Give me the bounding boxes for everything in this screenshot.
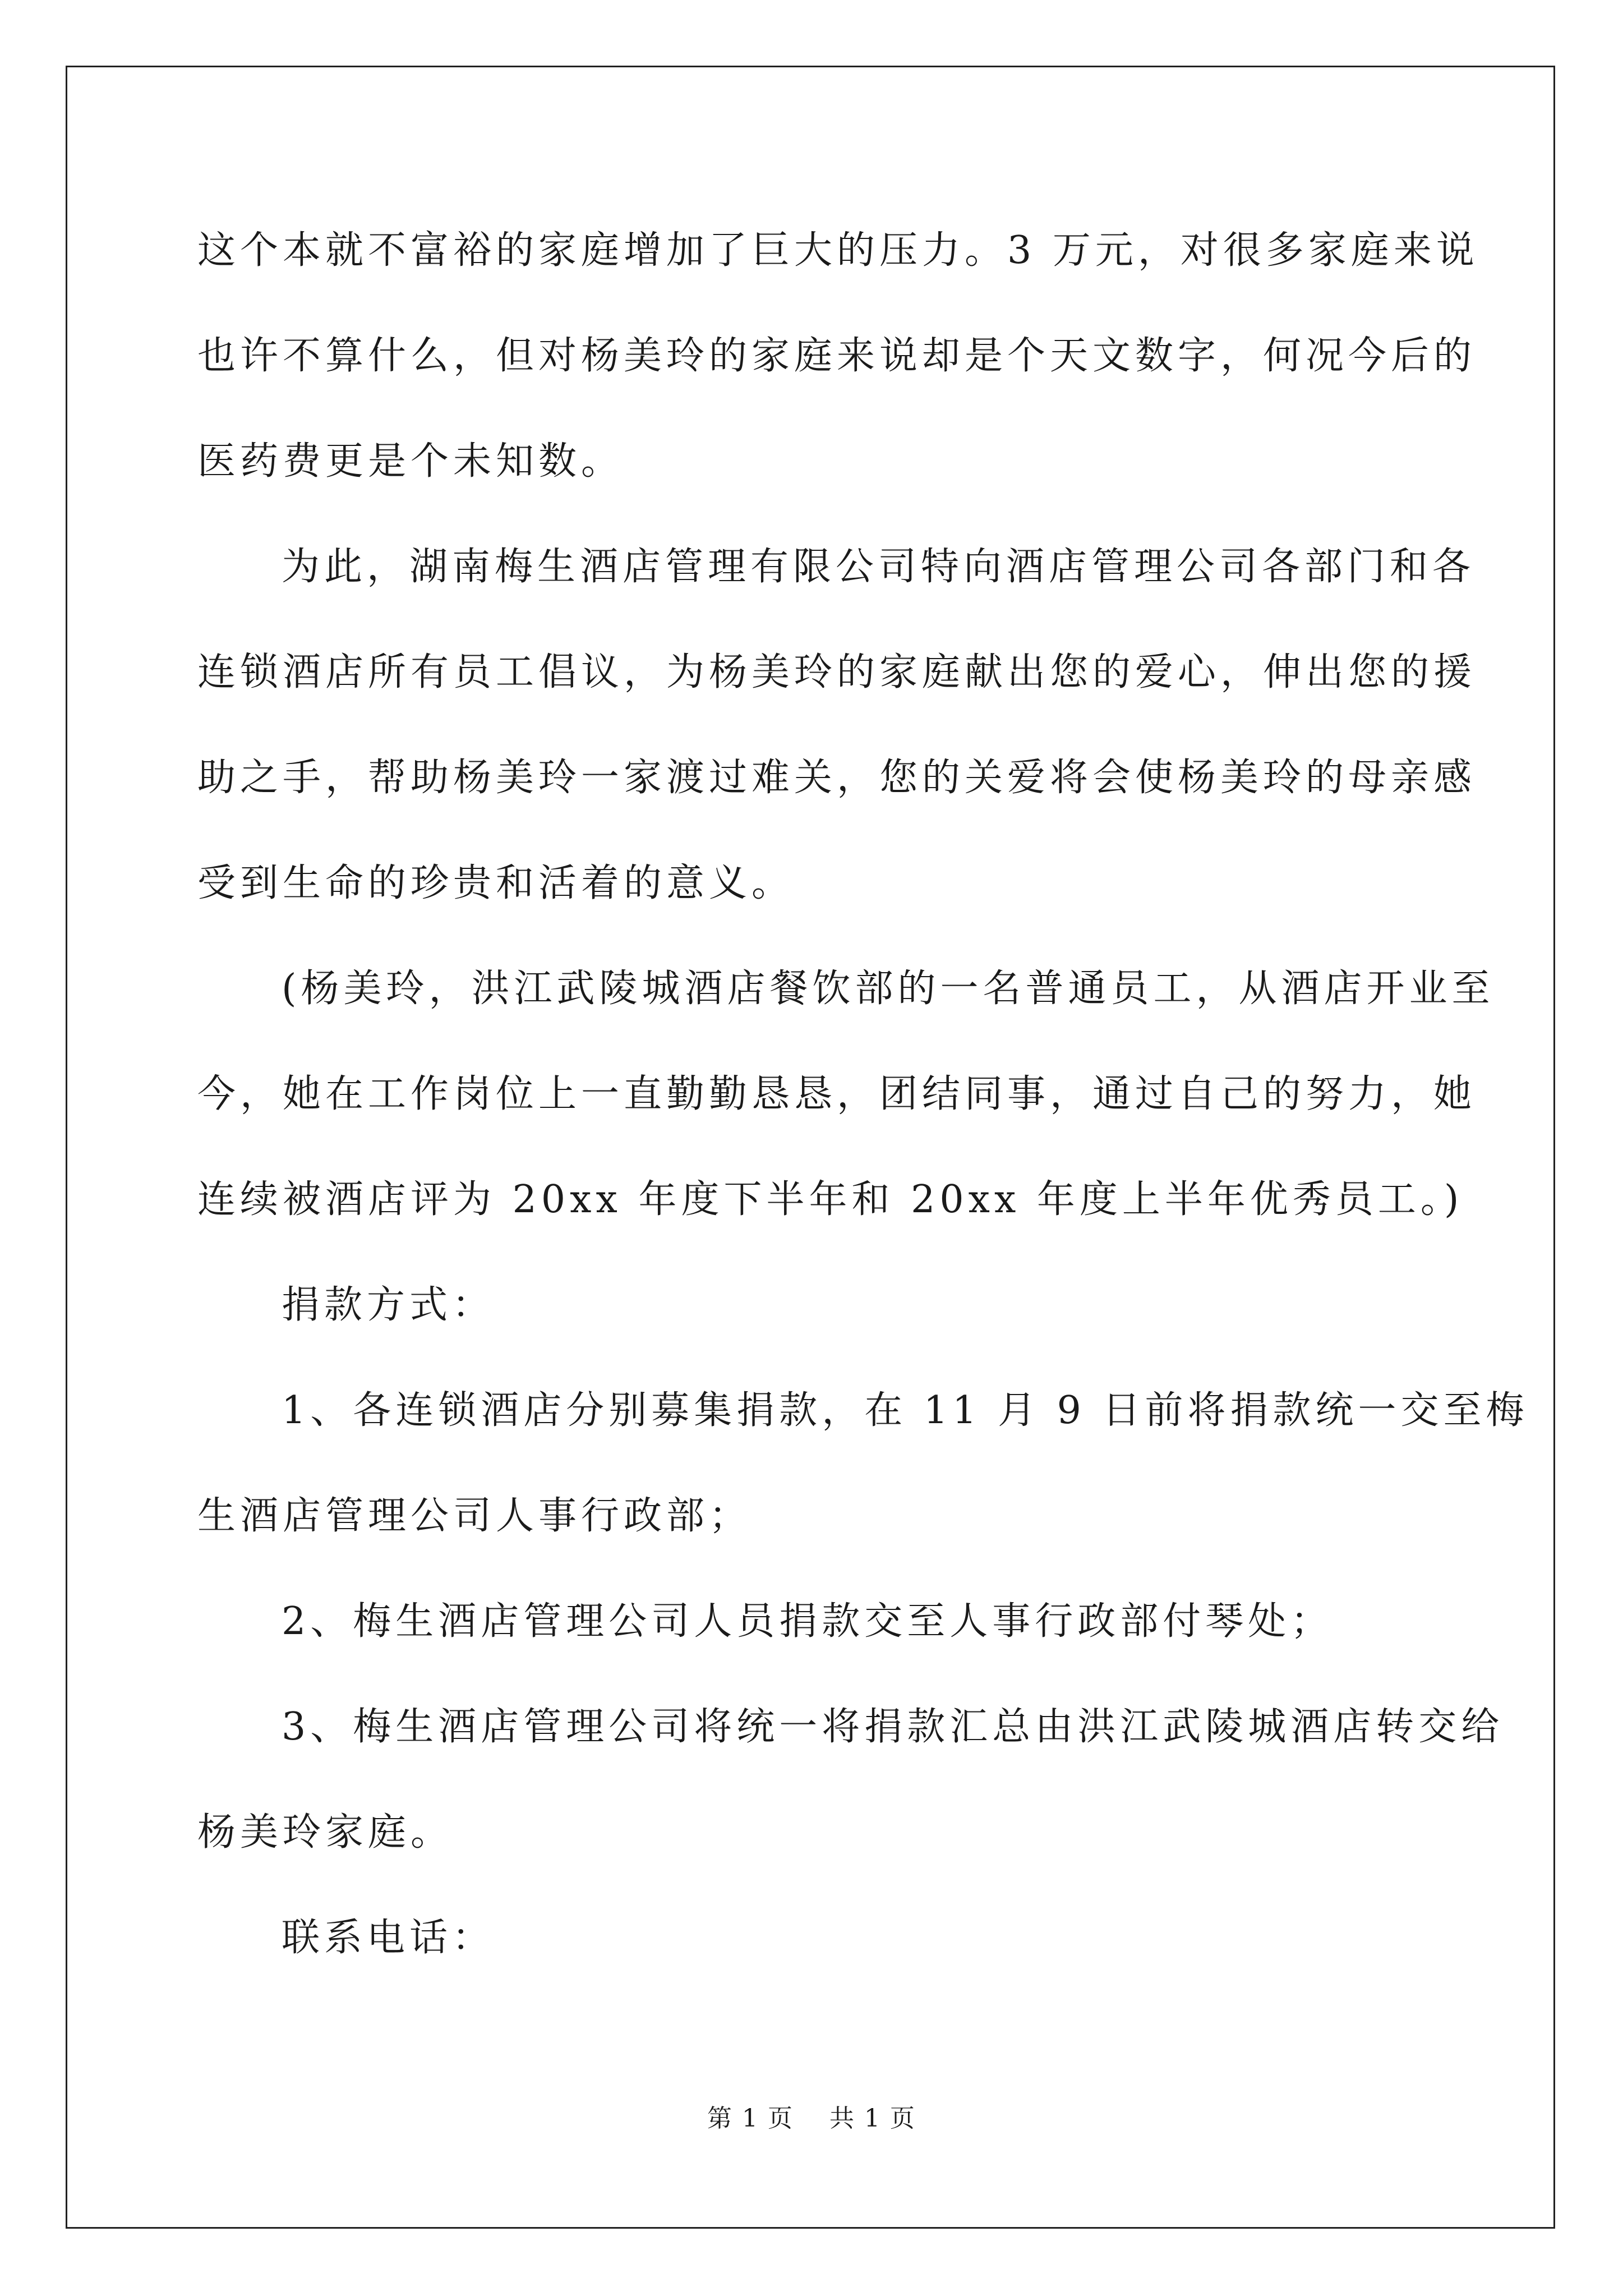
text-line: 今，她在工作岗位上一直勤勤恳恳，团结同事，通过自己的努力，她: [197, 1072, 1477, 1116]
list-item: 3、梅生酒店管理公司将统一将捐款汇总由洪江武陵城酒店转交给: [282, 1705, 1504, 1749]
text-line: 连锁酒店所有员工倡议，为杨美玲的家庭献出您的爱心，伸出您的援: [197, 650, 1477, 694]
list-item-continuation: 生酒店管理公司人事行政部；: [197, 1494, 752, 1538]
text-line: 受到生命的珍贵和活着的意义。: [197, 861, 795, 905]
text-line: 也许不算什么，但对杨美玲的家庭来说却是个天文数字，何况今后的: [197, 334, 1477, 378]
list-item-continuation: 杨美玲家庭。: [197, 1810, 454, 1855]
contact-label: 联系电话：: [282, 1916, 495, 1960]
text-line: 连续被酒店评为 20xx 年度下半年和 20xx 年度上半年优秀员工。): [197, 1177, 1464, 1222]
page-number-footer: 第 1 页 共 1 页: [707, 2104, 916, 2133]
text-line: 为此，湖南梅生酒店管理有限公司特向酒店管理公司各部门和各: [282, 545, 1476, 589]
document-body: [197, 214, 1529, 2007]
text-line: 医药费更是个未知数。: [197, 439, 624, 484]
list-item: 1、各连锁酒店分别募集捐款，在 11 月 9 日前将捐款统一交至梅: [282, 1388, 1529, 1433]
text-line: 助之手，帮助杨美玲一家渡过难关，您的关爱将会使杨美玲的母亲感: [197, 756, 1477, 800]
section-heading: 捐款方式：: [282, 1283, 495, 1327]
list-item: 2、梅生酒店管理公司人员捐款交至人事行政部付琴处；: [282, 1599, 1334, 1644]
text-line: 这个本就不富裕的家庭增加了巨大的压力。3 万元，对很多家庭来说: [197, 228, 1479, 273]
text-line: (杨美玲，洪江武陵城酒店餐饮部的一名普通员工，从酒店开业至: [282, 967, 1495, 1011]
